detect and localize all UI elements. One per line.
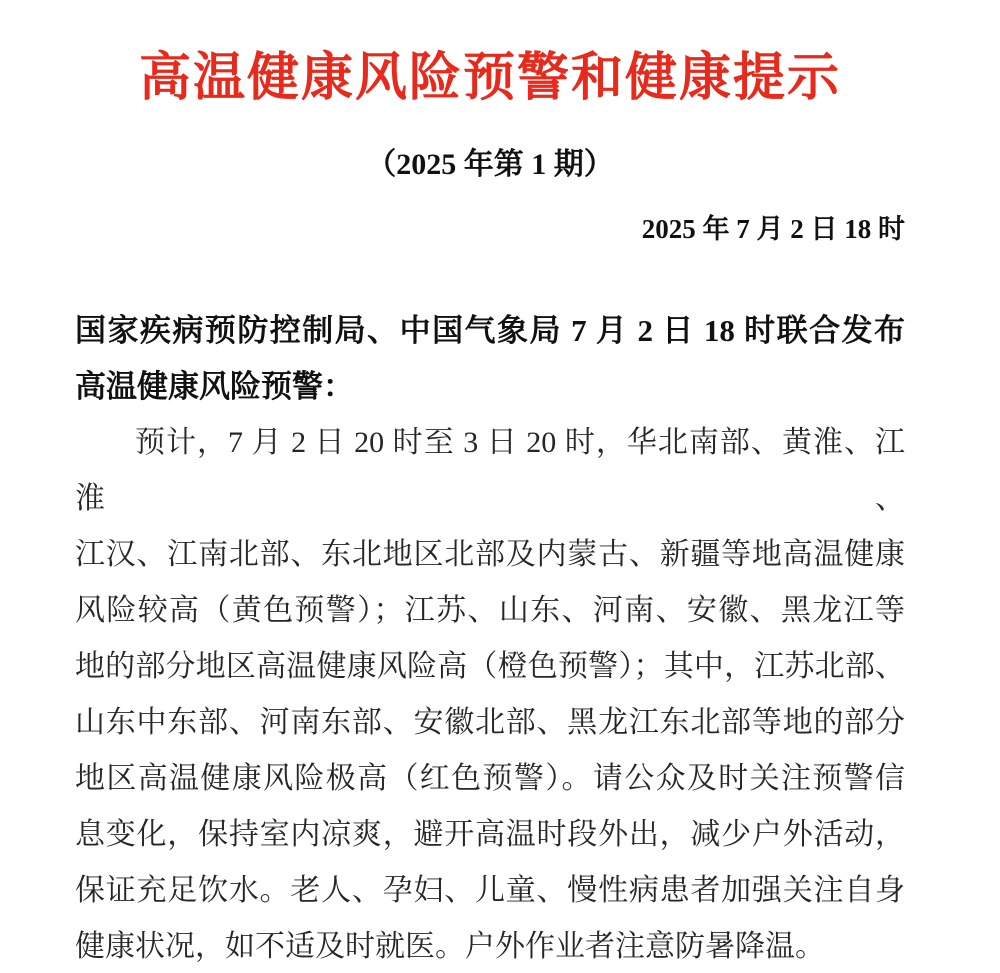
heading-line: 高温健康风险预警： — [75, 369, 354, 404]
publish-timestamp: 2025 年 7 月 2 日 18 时 — [641, 214, 905, 244]
heading-line: 国家疾病预防控制局、中国气象局 7 月 2 日 18 时联合发布 — [75, 313, 905, 348]
body-line: 健康状况，如不适及时就医。户外作业者注意防暑降温。 — [75, 930, 825, 963]
body-line: 地的部分地区高温健康风险高（橙色预警）；其中，江苏北部、 — [75, 650, 905, 683]
body-line: 风险较高（黄色预警）；江苏、山东、河南、安徽、黑龙江等 — [75, 594, 905, 627]
body-line: 山东中东部、河南东部、安徽北部、黑龙江东北部等地的部分 — [75, 706, 905, 739]
issuing-agencies-heading — [75, 303, 905, 415]
issue-number: （2025 年第 1 期） — [366, 148, 614, 181]
body-line: 预计，7 月 2 日 20 时至 3 日 20 时，华北南部、黄淮、江淮、 — [75, 426, 905, 515]
forecast-paragraph — [75, 415, 905, 973]
document-title: 高温健康风险预警和健康提示 — [138, 50, 841, 107]
body-line: 江汉、江南北部、东北地区北部及内蒙古、新疆等地高温健康 — [75, 538, 905, 571]
body-line: 保证充足饮水。老人、孕妇、儿童、慢性病患者加强关注自身 — [75, 874, 905, 907]
body-line: 地区高温健康风险极高（红色预警）。请公众及时关注预警信 — [75, 762, 905, 795]
body-line: 息变化，保持室内凉爽，避开高温时段外出，减少户外活动， — [75, 818, 905, 851]
